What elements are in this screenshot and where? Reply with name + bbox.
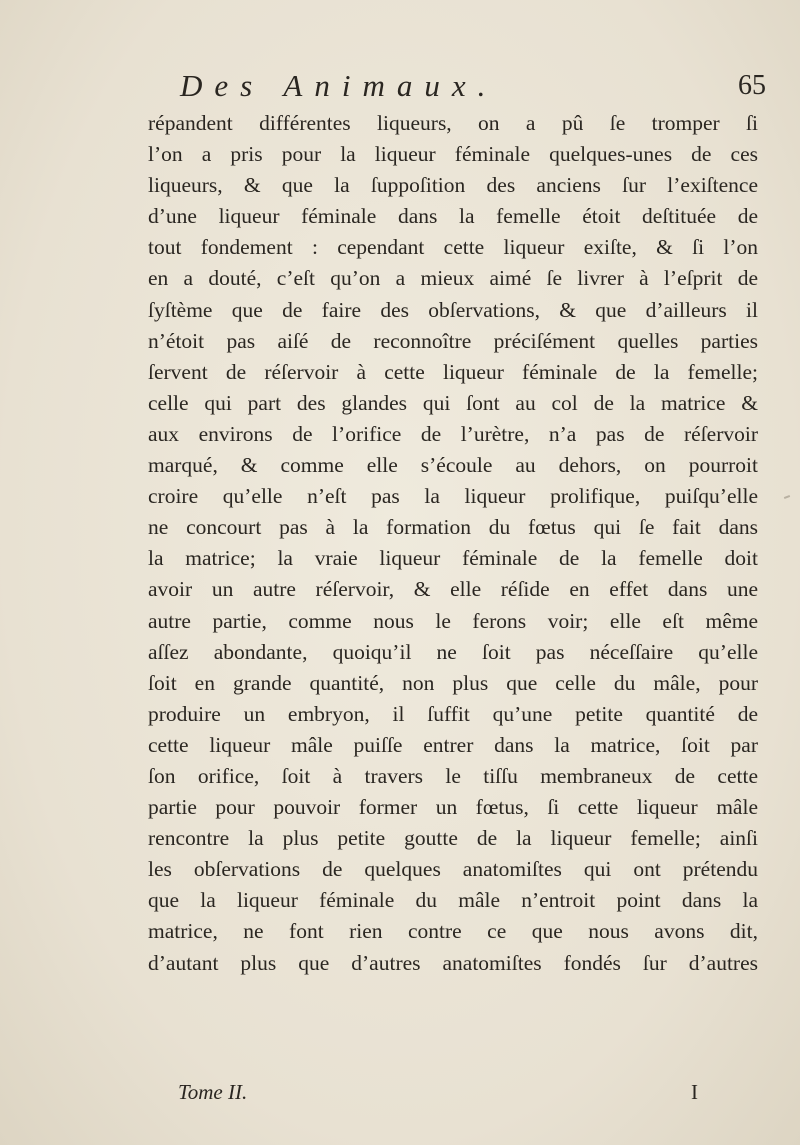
text-line: avoir un autre réſervoir, & elle réſide en effet dans une (148, 577, 758, 602)
text-line: liqueurs, & que la ſuppoſition des anciens ſur l’exiſtence (148, 173, 758, 198)
text-line: aux environs de l’orifice de l’urètre, n’a pas de réſervoir (148, 421, 758, 446)
running-title: Des Animaux. (180, 68, 498, 103)
page-footer (178, 1080, 698, 1110)
page-number: 65 (738, 70, 766, 101)
text-line: d’une liqueur féminale dans la femelle étoit deſtituée de (148, 204, 758, 229)
text-line: ſervent de réſervoir à cette liqueur féminale de la femelle; (148, 359, 758, 384)
signature-mark: I (691, 1080, 698, 1104)
text-line: produire un embryon, il ſuffit qu’une petite quantité de (148, 701, 758, 726)
text-line: matrice, ne font rien contre ce que nous avons dit, (148, 919, 758, 944)
text-line: ſon orifice, ſoit à travers le tiſſu membraneux de cette (148, 763, 758, 788)
volume-mark: Tome II. (178, 1080, 248, 1104)
text-line: tout fondement : cependant cette liqueur exiſte, & ſi l’on (148, 235, 758, 260)
text-line: ſyſtème que de faire des obſervations, & que d’ailleurs il (148, 297, 758, 322)
text-line: celle qui part des glandes qui ſont au col de la matrice & (148, 390, 758, 415)
text-line: les obſervations de quelques anatomiſtes qui ont prétendu (148, 857, 758, 882)
text-line: marqué, & comme elle s’écoule au dehors, on pourroit (148, 453, 758, 478)
body-text (148, 108, 758, 979)
text-line: croire qu’elle n’eſt pas la liqueur prolifique, puiſqu’elle (148, 484, 758, 509)
text-line: cette liqueur mâle puiſſe entrer dans la matrice, ſoit par (148, 732, 758, 757)
text-line: d’autant plus que d’autres anatomiſtes fondés ſur d’autres (148, 950, 758, 975)
text-line: la matrice; la vraie liqueur féminale de la femelle doit (148, 546, 758, 571)
text-line: n’étoit pas aiſé de reconnoître préciſément quelles parties (148, 328, 758, 353)
text-line: ne concourt pas à la formation du fœtus qui ſe fait dans (148, 515, 758, 540)
text-line: répandent différentes liqueurs, on a pû ſe tromper ſi (148, 111, 758, 135)
text-line: rencontre la plus petite goutte de la liqueur femelle; ainſi (148, 826, 758, 851)
text-line: autre partie, comme nous le ferons voir; elle eſt même (148, 608, 758, 633)
text-line: que la liqueur féminale du mâle n’entroit point dans la (148, 888, 758, 913)
text-line: l’on a pris pour la liqueur féminale quelques-unes de ces (148, 142, 758, 167)
text-line: en a douté, c’eſt qu’on a mieux aimé ſe livrer à l’eſprit de (148, 266, 758, 291)
page-header (180, 68, 780, 108)
paper-speck (784, 495, 790, 499)
text-line: partie pour pouvoir former un fœtus, ſi cette liqueur mâle (148, 795, 758, 820)
text-line: ſoit en grande quantité, non plus que celle du mâle, pour (148, 670, 758, 695)
text-line: aſſez abondante, quoiqu’il ne ſoit pas néceſſaire qu’elle (148, 639, 758, 664)
